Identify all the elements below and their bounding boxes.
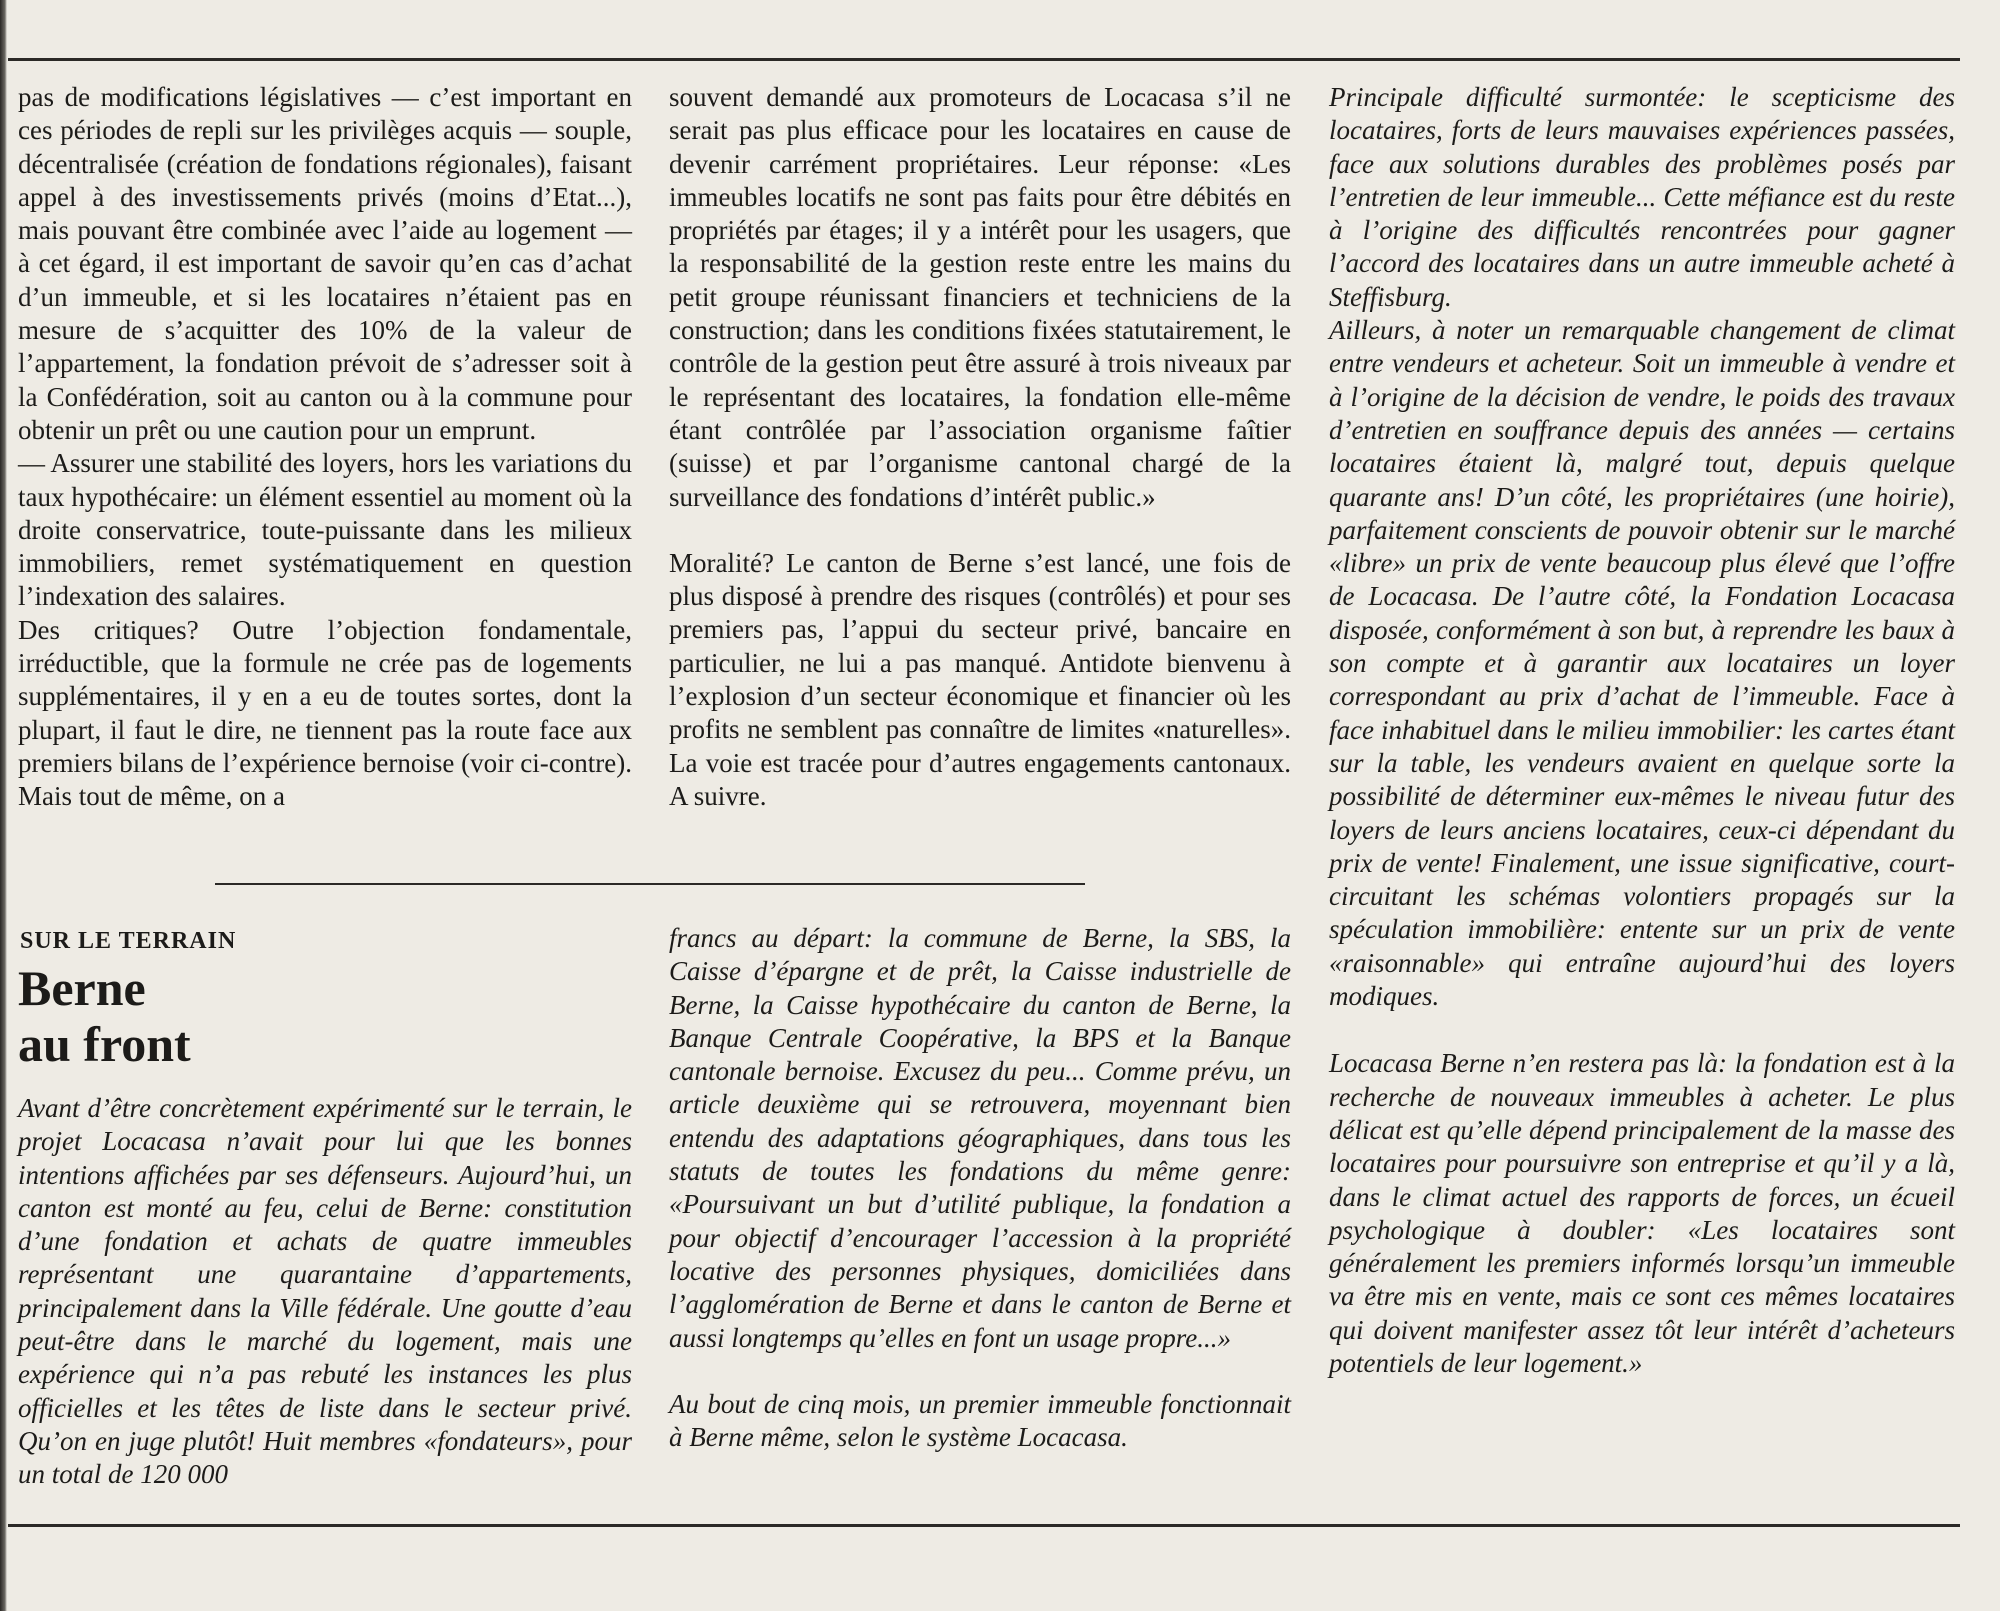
page-edge-shadow — [0, 0, 7, 1611]
col1-paragraph: Des critiques? Outre l’objection fondamentale, irréductible, que la formule ne crée pas de logements supplémentaires, il y en a eu de toutes sortes, dont la plupart, il faut le dire, ne tiennent pas la route face aux premiers bilans de l’expérience bernoise (voir ci-contre). Mais tout de même, on a — [18, 614, 632, 812]
col3-paragraph: Principale difficulté surmontée: le scepticisme des locataires, forts de leurs mauvaises expériences passées, face aux solutions durables des problèmes posés par l’entretien de leur immeuble... Cette méfiance est du reste à l’origine des difficultés rencontrées pour gagner l’accord des locataires dans un autre immeuble acheté à Steffisburg. — [1329, 82, 1955, 312]
col2-paragraph: Moralité? Le canton de Berne s’est lancé, une fois de plus disposé à prendre des risques (contrôlés) et pour ses premiers pas, l’appui du secteur privé, bancaire en particulier, ne lui a pas manqué. Antidote bienvenu à l’explosion d’un secteur économique et financier où les profits ne semblent pas connaître de limites «naturelles». La voie est tracée pour d’autres engagements cantonaux. A suivre. — [669, 547, 1291, 811]
sidebar-intro-column — [18, 1092, 632, 1492]
col1-paragraph: pas de modifications législatives — c’est important en ces périodes de repli sur les privilèges acquis — souple, décentralisée (création de fondations régionales), faisant appel à des investissements privés (moins d’Etat...), mais pouvant être combinée avec l’aide au logement — à cet égard, il est important de savoir qu’en cas d’achat d’un immeuble, et si les locataires n’étaient pas en mesure de s’acquitter des 10% de la valeur de l’appartement, la fondation prévoit de s’adresser soit à la Confédération, soit au canton ou à la commune pour obtenir un prêt ou une caution pour un emprunt. — [18, 82, 632, 445]
section-divider-rule — [215, 883, 1085, 885]
sidebar-middle-paragraph: Au bout de cinq mois, un premier immeuble fonctionnait à Berne même, selon le système Locacasa. — [669, 1388, 1291, 1453]
sidebar-intro-paragraph: Avant d’être concrètement expérimenté sur le terrain, le projet Locacasa n’avait pour lui que les bonnes intentions affichées par ses défenseurs. Aujourd’hui, un canton est monté au feu, celui de Berne: constitution d’une fondation et achats de quatre immeubles représentant une quarantaine d’appartements, principalement dans la Ville fédérale. Une goutte d’eau peut-être dans le marché du logement, mais une expérience qui n’a pas rebuté les instances les plus officielles et les têtes de liste dans le secteur privé. Qu’on en juge plutôt! Huit membres «fondateurs», pour un total de 120 000 — [18, 1093, 632, 1490]
section-rubric: SUR LE TERRAIN — [20, 928, 237, 954]
sidebar-column-right — [1329, 81, 1955, 1380]
headline-line: au front — [18, 1016, 191, 1072]
sidebar-middle-paragraph: francs au départ: la commune de Berne, la SBS, la Caisse d’épargne et de prêt, la Caisse industrielle de Berne, la Caisse hypothécaire du canton de Berne, la Banque Centrale Coopérative, la BPS et la Banque cantonale bernoise. Excusez du peu... Comme prévu, un article deuxième qui se retrouvera, moyennant bien entendu des adaptations géographiques, dans tous les statuts de toutes les fondations du même genre: «Poursuivant un but d’utilité publique, la fondation a pour objectif d’encourager l’accession à la propriété locative des personnes physiques, domiciliées dans l’agglomération de Berne et dans le canton de Berne et aussi longtemps qu’elles en font un usage propre...» — [669, 923, 1291, 1353]
col3-paragraph: Locacasa Berne n’en restera pas là: la fondation est à la recherche de nouveaux immeubles à acheter. Le plus délicat est qu’elle dépend principalement de la masse des locataires pour poursuivre son entreprise et qu’il y a là, dans le climat actuel des rapports de forces, un écueil psychologique à doubler: «Les locataires sont généralement les premiers informés lorsqu’un immeuble va être mis en vente, mais ce sont ces mêmes locataires qui doivent manifester assez tôt leur intérêt d’acheteurs potentiels de leur logement.» — [1329, 1048, 1955, 1378]
bottom-rule — [8, 1524, 1960, 1527]
sidebar-middle-column — [669, 922, 1291, 1454]
col3-paragraph: Ailleurs, à noter un remarquable changement de climat entre vendeurs et acheteur. Soit un immeuble à vendre et à l’origine de la décision de vendre, le poids des travaux d’entretien en souffrance depuis des années — certains locataires étaient là, malgré tout, depuis quelque quarante ans! D’un côté, les propriétaires (une hoirie), parfaitement conscients de pouvoir obtenir sur le marché «libre» un prix de vente beaucoup plus élevé que l’offre de Locacasa. De l’autre côté, la Fondation Locacasa disposée, conformément à son but, à reprendre les baux à son compte et à garantir aux locataires un loyer correspondant au prix d’achat de l’immeuble. Face à face inhabituel dans le milieu immobilier: les cartes étant sur la table, les vendeurs avaient en quelque sorte la possibilité de déterminer eux-mêmes le niveau futur des loyers de leurs anciens locataires, ceux-ci dépendant du prix de vente! Finalement, une issue significative, court-circuitant les schémas volontiers propagés sur la spéculation immobilière: entente sur un prix de vente «raisonnable» qui entraîne aujourd’hui des loyers modiques. — [1329, 315, 1955, 1012]
sidebar-headline — [18, 960, 191, 1072]
article-column-1 — [18, 81, 632, 814]
top-rule — [8, 58, 1960, 61]
col1-paragraph: — Assurer une stabilité des loyers, hors les variations du taux hypothécaire: un élément essentiel au moment où la droite conservatrice, toute-puissante dans les milieux immobiliers, remet systématiquement en question l’indexation des salaires. — [18, 448, 632, 612]
article-column-2 — [669, 81, 1291, 813]
col2-paragraph: souvent demandé aux promoteurs de Locacasa s’il ne serait pas plus efficace pour les locataires en cause de devenir carrément propriétaires. Leur réponse: «Les immeubles locatifs ne sont pas faits pour être débités en propriétés par étages; il y a intérêt pour les usagers, que la responsabilité de la gestion reste entre les mains du petit groupe réunissant financiers et techniciens de la construction; dans les conditions fixées statutairement, le contrôle de la gestion peut être assuré à trois niveaux par le représentant des locataires, la fondation elle-même étant contrôlée par l’association organisme faîtier (suisse) et par l’organisme cantonal chargé de la surveillance des fondations d’intérêt public.» — [669, 82, 1291, 512]
headline-line: Berne — [18, 960, 146, 1016]
